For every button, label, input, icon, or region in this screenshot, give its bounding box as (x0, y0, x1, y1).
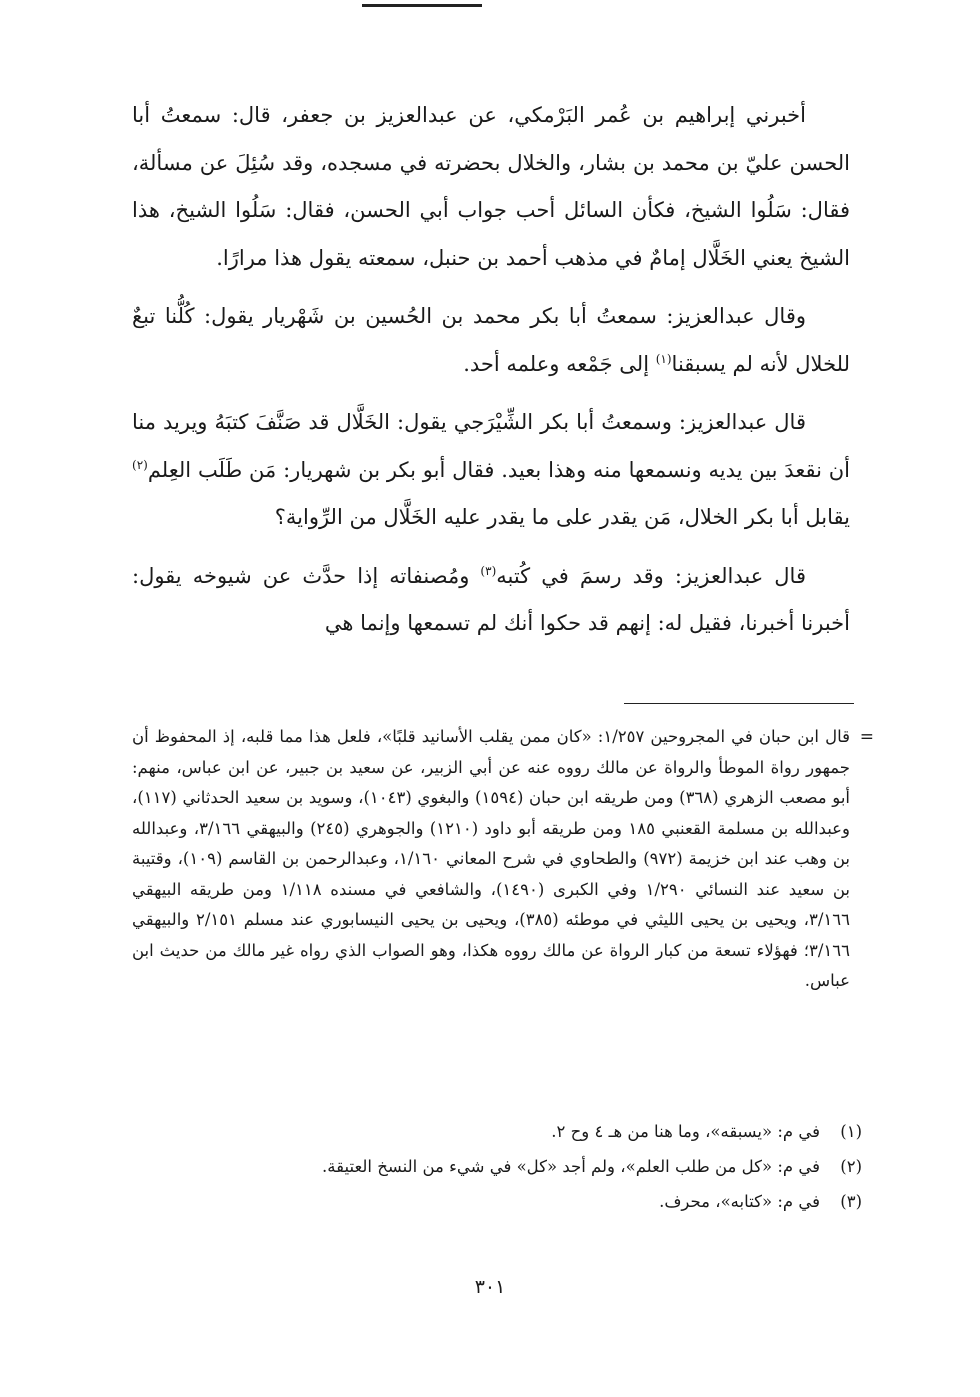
paragraph-text: إلى جَمْعه وعلمه أحد. (463, 351, 656, 376)
footnote-divider (624, 703, 854, 704)
continuation-text: قال ابن حبان في المجروحين ١/٢٥٧: «كان ممن يقلب الأسانيد قلبًا»، فلعل هذا مما قلبه، إذ المحفوظ أن جمهور رواة الموطأ والرواة عن مالك رووه عنه عن أبي الزبير، عن سعيد بن جبير، عن ابن عباس، منهم: أبو مصعب الزهري (٣٦٨) ومن طريقه ابن حبان (١٥٩٤) والبغوي (١٠٤٣)، وسويد بن سعيد الحدثاني (١١٧)، وعبدالله بن مسلمة القعنبي ١٨٥ ومن طريقه أبو داود (١٢١٠) والجوهري (٢٤٥) والبيهقي ٣/١٦٦، وعبدالله بن وهب عند ابن خزيمة (٩٧٢) والطحاوي في شرح المعاني ١/١٦٠، وعبدالرحمن بن القاسم (١٠٩)، وقتيبة بن سعيد عند النسائي ١/٢٩٠ وفي الكبرى (١٤٩٠)، والشافعي في مسنده ١/١١٨ ومن طريقه البيهقي ٣/١٦٦، ويحيى بن يحيى الليثي في موطئه (٣٨٥)، ويحيى بن يحيى النيسابوري عند مسلم ٢/١٥١ والبيهقي ٣/١٦٦؛ فهؤلاء تسعة من كبار الرواة عن مالك رووه هكذا، وهو الصواب الذي رواه غير مالك من حديث ابن عباس. (132, 727, 851, 990)
footnote-text: في م: «كتابه»، محرف. (659, 1192, 820, 1211)
continuation-marker: = (859, 727, 874, 747)
footnotes (132, 1114, 862, 1219)
footnote-number: (٣) (840, 1192, 862, 1211)
footnote-ref-3: (٣) (480, 563, 497, 578)
footnote-ref-1: (١) (655, 351, 672, 366)
paragraph-2 (132, 293, 850, 388)
footnote-number: (٢) (840, 1157, 862, 1176)
main-text (132, 92, 850, 659)
footnote-text: في م: «يسبقه»، وما هنا من هـ ٤ وح ٢. (551, 1122, 820, 1141)
top-rule (362, 4, 482, 7)
paragraph-text: ومُصنفاته إذا حدَّث عن شيوخه يقول: أخبرنا أخبرنا، فقيل له: إنهم قد حكوا أنك لم تسمعها وإنما هي (132, 563, 850, 635)
paragraph-text: وقال عبدالعزيز: سمعتُ أبا بكر محمد بن الحُسين بن شَهْريار يقول: كُلُّنا تبعٌ للخلال لأنه لم يسبقنا (132, 304, 850, 376)
paragraph-4 (132, 553, 850, 648)
footnote-1 (132, 1114, 862, 1149)
paragraph-1 (132, 92, 850, 282)
footnote-continuation (132, 722, 874, 997)
paragraph-3 (132, 399, 850, 542)
footnote-ref-2: (٢) (132, 457, 148, 472)
paragraph-text: قال عبدالعزيز: وقد رسمَ في كُتبه (496, 563, 806, 588)
paragraph-text: قال عبدالعزيز: وسمعتُ أبا بكر الشِّيْرَجي يقول: الخَلَّال قد صَنَّفَ كتبَهُ ويريد منا أن نقعدَ بين يديه ونسمعها منه وهذا بعيد. فقال أبو بكر بن شهريار: مَن طَلَب العِلم (132, 410, 850, 482)
footnote-number: (١) (840, 1122, 862, 1141)
paragraph-text: أخبرني إبراهيم بن عُمر البَرْمكي، عن عبدالعزيز بن جعفر، قال: سمعتُ أبا الحسن عليّ بن محمد بن بشار، والخلال بحضرته في مسجده، وقد سُئِلَ عن مسألة، فقال: سَلُوا الشيخ، فكأن السائل أحب جواب أبي الحسن، فقال: سَلُوا الشيخ، هذا الشيخ يعني الخَلَّال إمامٌ في مذهب أحمد بن حنبل، سمعته يقول هذا مرارًا. (132, 103, 850, 270)
footnote-text: في م: «كل من طلب العلم»، ولم أجد «كل» في شيء من النسخ العتيقة. (322, 1157, 820, 1176)
page-number: ٣٠١ (474, 1276, 506, 1298)
footnote-3 (132, 1184, 862, 1219)
footnote-2 (132, 1149, 862, 1184)
paragraph-text: يقابل أبا بكر الخلال، مَن يقدر على ما يقدر عليه الخَلَّال من الرِّواية؟ (274, 505, 850, 529)
